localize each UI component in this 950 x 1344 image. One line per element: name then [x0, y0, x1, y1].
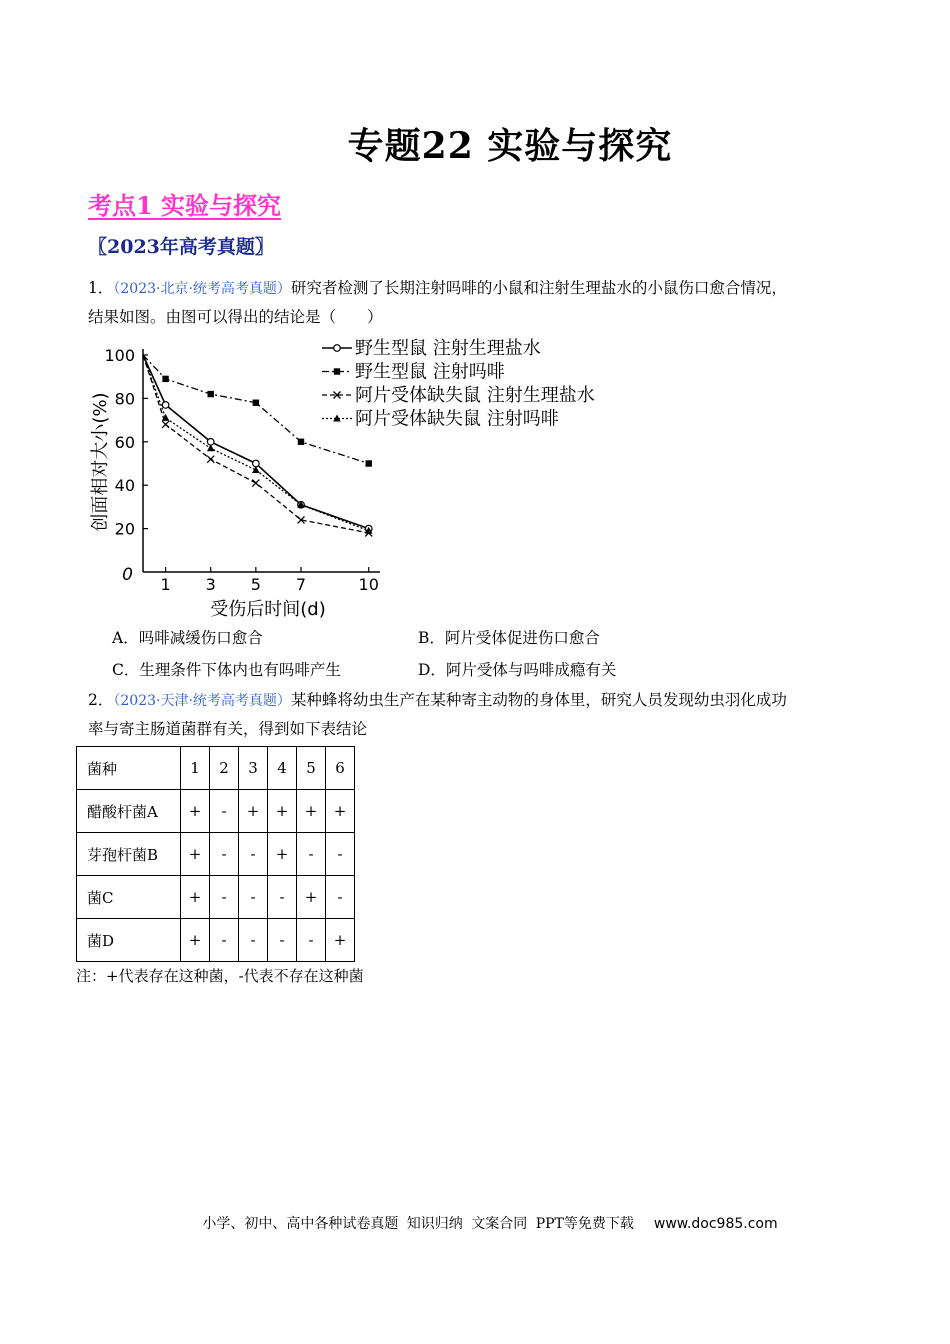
data-point [162, 421, 169, 428]
data-point [207, 456, 214, 463]
table-cell: - [239, 876, 268, 919]
legend-label: 阿片受体缺失鼠 注射吗啡 [355, 408, 559, 430]
table-cell: 4 [268, 747, 297, 790]
table-cell: 1 [181, 747, 210, 790]
option-c[interactable]: C．生理条件下体内也有吗啡产生 [112, 661, 341, 679]
table-row [77, 790, 355, 833]
data-point [298, 439, 304, 445]
question-number: 1． [88, 279, 114, 297]
table-row [77, 919, 355, 962]
legend-label: 野生型鼠 注射吗啡 [355, 361, 505, 383]
question-text: 某种蜂将幼虫生产在某种寄主动物的身体里，研究人员发现幼虫羽化成功 [290, 691, 787, 709]
y-tick-label: 80 [114, 389, 135, 409]
page-footer [0, 1213, 950, 1233]
data-point [162, 376, 168, 382]
table-cell: 3 [239, 747, 268, 790]
table-cell: - [239, 919, 268, 962]
series-line [143, 355, 369, 531]
option-b[interactable]: B．阿片受体促进伤口愈合 [418, 629, 600, 647]
question-2 [88, 686, 787, 743]
data-point [253, 460, 260, 467]
table-cell: 5 [297, 747, 326, 790]
table-note: 注：+代表存在这种菌，-代表不存在这种菌 [76, 967, 364, 985]
table-cell: 醋酸杆菌A [77, 790, 181, 833]
question-1-line1 [88, 274, 787, 303]
table-cell: + [181, 790, 210, 833]
data-point [162, 402, 169, 409]
bacteria-table [76, 746, 355, 962]
x-axis-label: 受伤后时间(d) [210, 599, 326, 620]
table-cell: - [210, 919, 239, 962]
data-point [366, 460, 372, 466]
table-cell: 菌C [77, 876, 181, 919]
question-number: 2． [88, 691, 114, 709]
table-cell: 6 [326, 747, 355, 790]
series-line [143, 355, 369, 529]
y-tick-label: 0 [122, 565, 133, 585]
x-tick-label: 7 [295, 575, 307, 594]
table-cell: + [181, 833, 210, 876]
table-cell: - [268, 919, 297, 962]
table-row [77, 876, 355, 919]
table-cell: + [297, 876, 326, 919]
page-title: 专题22 实验与探究 [347, 125, 673, 167]
table-cell: - [210, 790, 239, 833]
footer-link[interactable]: www.doc985.com [653, 1216, 778, 1232]
y-axis-label: 创面相对大小(%) [90, 392, 111, 532]
table-cell: + [297, 790, 326, 833]
table-cell: + [181, 876, 210, 919]
question-text: 研究者检测了长期注射吗啡的小鼠和注射生理盐水的小鼠伤口愈合情况， [290, 279, 787, 297]
question-source: （2023·天津·统考高考真题） [113, 693, 291, 709]
table-cell: - [210, 833, 239, 876]
x-tick-label: 10 [358, 575, 379, 594]
table-cell: 芽孢杆菌B [77, 833, 181, 876]
table-header-row [77, 747, 355, 790]
question-2-line2: 率与寄主肠道菌群有关，得到如下表结论 [88, 720, 368, 738]
table-cell: 2 [210, 747, 239, 790]
table-cell: - [297, 919, 326, 962]
y-tick-label: 60 [114, 432, 135, 452]
year-heading: 〖2023年高考真题〗 [88, 236, 274, 258]
table-row [77, 833, 355, 876]
y-tick-label: 40 [114, 476, 135, 496]
wound-healing-chart [80, 330, 620, 620]
table-cell: + [268, 833, 297, 876]
table-cell: + [268, 790, 297, 833]
table-cell: - [268, 876, 297, 919]
table-cell: + [239, 790, 268, 833]
data-point [252, 466, 260, 473]
legend-label: 阿片受体缺失鼠 注射生理盐水 [355, 385, 595, 406]
x-tick-label: 3 [205, 575, 216, 594]
table-cell: 菌D [77, 919, 181, 962]
table-cell: + [326, 919, 355, 962]
table-cell: + [326, 790, 355, 833]
table-cell: - [326, 876, 355, 919]
y-tick-label: 20 [114, 519, 135, 539]
data-point [252, 480, 259, 487]
x-tick-label: 1 [160, 575, 171, 594]
table-cell: - [297, 833, 326, 876]
question-source: （2023·北京·统考高考真题） [113, 281, 291, 297]
option-d[interactable]: D．阿片受体与吗啡成瘾有关 [418, 661, 617, 679]
legend-marker [334, 368, 340, 374]
table-cell: + [181, 919, 210, 962]
legend-label: 野生型鼠 注射生理盐水 [355, 338, 541, 359]
series-line [143, 355, 369, 533]
footer-text: 小学、初中、高中各种试卷真题 知识归纳 文案合同 PPT等免费下载 [202, 1216, 634, 1232]
data-point [207, 444, 215, 451]
data-point [253, 400, 259, 406]
table-cell: 菌种 [77, 747, 181, 790]
question-1-line2: 结果如图。由图可以得出的结论是（ ） [88, 308, 383, 326]
table-cell: - [239, 833, 268, 876]
legend-marker [334, 345, 341, 352]
x-tick-label: 5 [250, 575, 261, 594]
question-2-line1 [88, 686, 787, 715]
table-cell: - [210, 876, 239, 919]
section-heading: 考点1 实验与探究 [88, 191, 282, 220]
option-a[interactable]: A．吗啡减缓伤口愈合 [112, 629, 263, 647]
data-point [208, 391, 214, 397]
y-tick-label: 100 [104, 346, 135, 365]
table-cell: - [326, 833, 355, 876]
data-point [207, 439, 214, 446]
question-1 [88, 274, 787, 331]
